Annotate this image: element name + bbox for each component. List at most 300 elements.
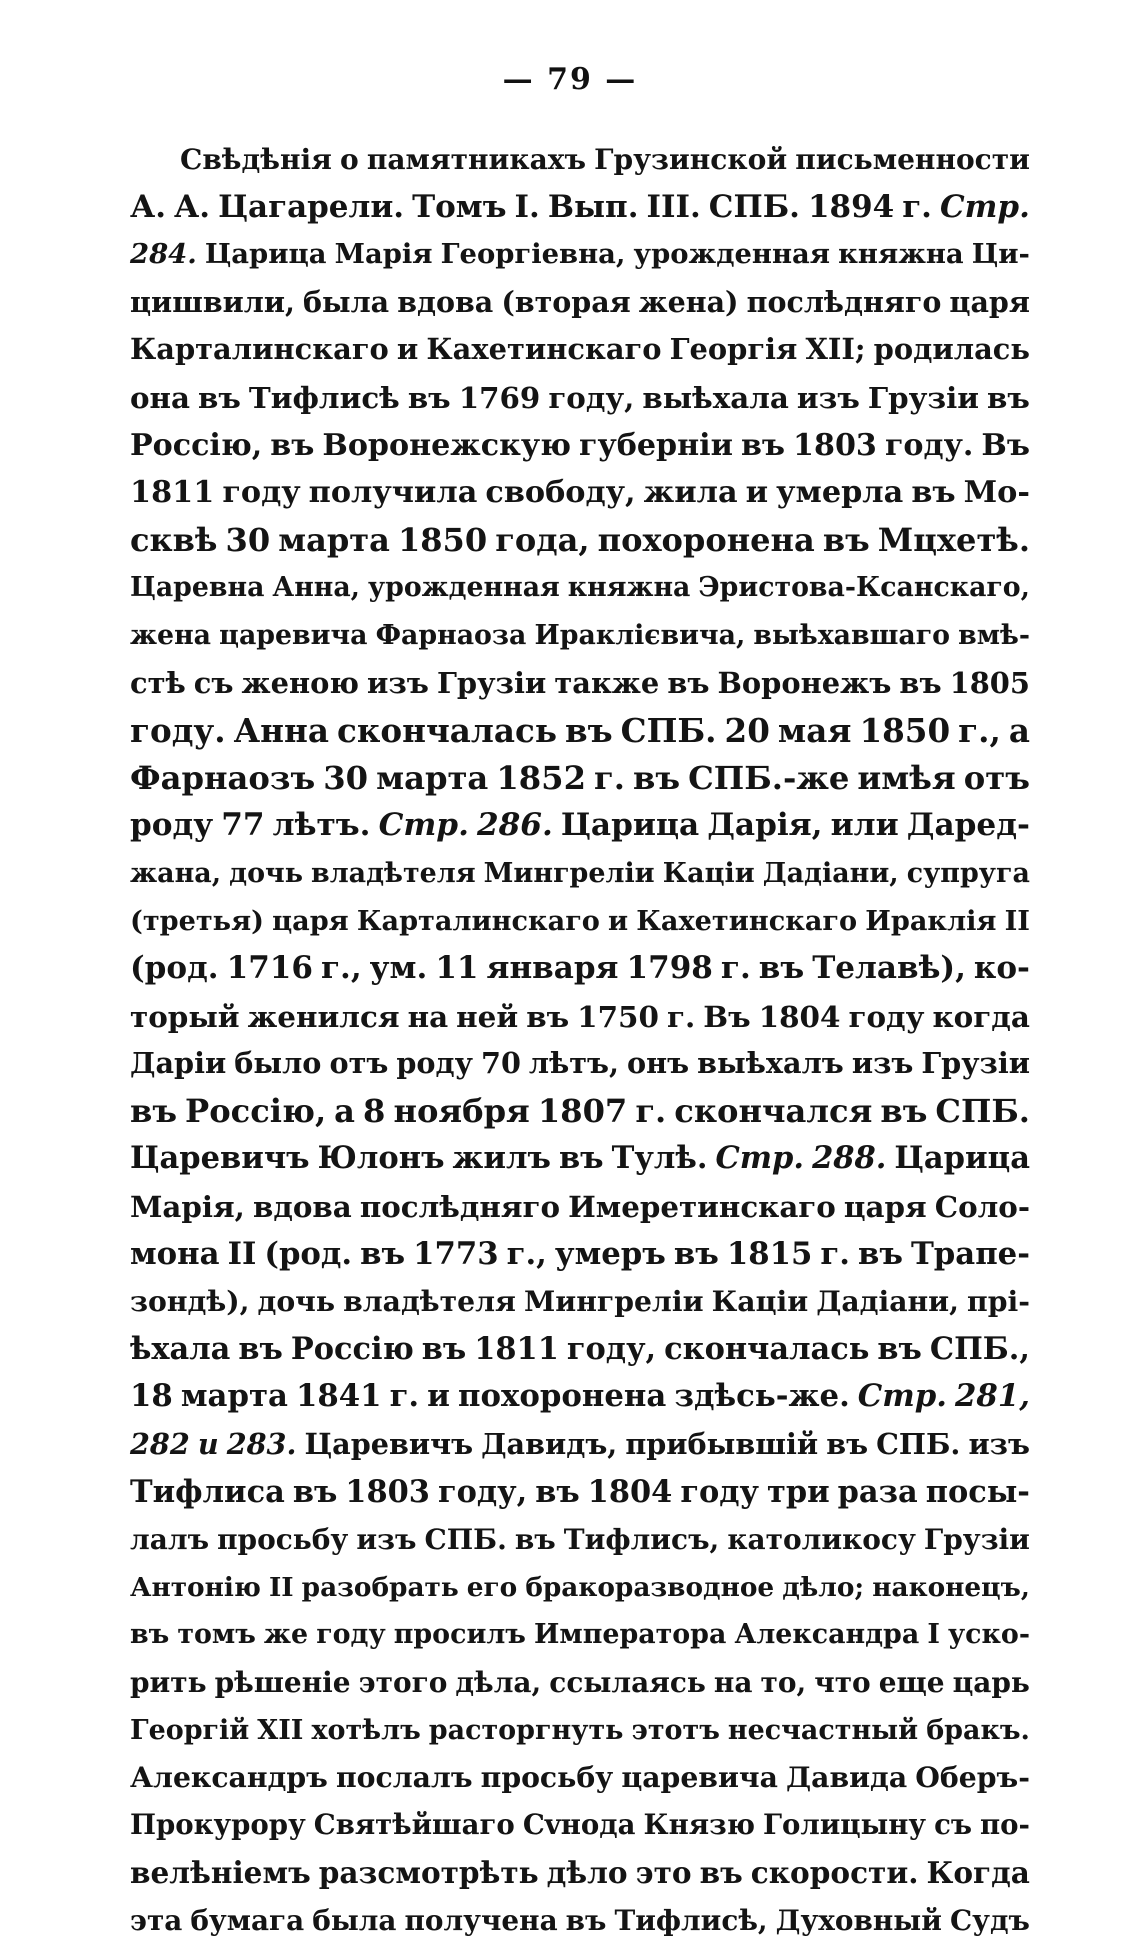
word: рить <box>130 1666 207 1699</box>
word: Тифлиса <box>130 1473 285 1510</box>
word: Каціи <box>711 1284 809 1319</box>
word: мона <box>130 1235 220 1272</box>
word: Антонію <box>130 1571 261 1603</box>
word: онъ <box>627 1046 690 1081</box>
word: вдова <box>252 1189 352 1225</box>
word: мая <box>777 711 852 751</box>
word: 288. <box>812 1140 887 1177</box>
word: 1803 <box>793 427 877 463</box>
word: а <box>1008 711 1030 751</box>
word: въ <box>987 379 1030 415</box>
word: II <box>1004 905 1030 937</box>
text-line <box>130 1231 1030 1279</box>
word: 1804 <box>758 998 841 1034</box>
word: Цагарели. <box>218 188 405 225</box>
text-line <box>130 1183 1030 1231</box>
word: и <box>396 332 419 367</box>
word: въ <box>899 665 942 700</box>
word: изъ <box>851 1046 914 1081</box>
text-line <box>130 1754 1030 1802</box>
word: г., <box>958 711 1001 751</box>
word: 1769 <box>458 379 541 415</box>
word: дѣло <box>546 1855 628 1891</box>
word: томъ <box>177 1619 256 1651</box>
word: въ <box>407 379 451 415</box>
word: царь <box>952 1666 1030 1699</box>
word: зондѣ), <box>130 1284 250 1319</box>
word: Свѣдѣнія <box>180 143 332 176</box>
text-line <box>130 755 1030 803</box>
word: просьбу <box>217 1523 349 1557</box>
word: Царица <box>560 807 700 844</box>
word: письменности <box>795 143 1030 176</box>
word: Ци- <box>971 238 1030 271</box>
text-line <box>130 1469 1030 1517</box>
word: 1841 <box>295 1378 382 1415</box>
word: 1807 <box>537 1091 628 1130</box>
word: когда <box>932 998 1030 1034</box>
word: его <box>466 1571 518 1603</box>
word: г. <box>902 188 932 225</box>
text-line <box>130 1373 1030 1421</box>
word: это <box>635 1855 692 1891</box>
word: владѣтеля <box>343 1284 516 1319</box>
word: Мцхетѣ. <box>877 520 1030 559</box>
word: скончалась <box>664 1330 870 1367</box>
word: г., <box>321 950 362 987</box>
word: Фарнаозъ <box>130 758 316 797</box>
text-line <box>130 1326 1030 1374</box>
text-line <box>130 1897 1030 1945</box>
word: XII; <box>805 332 866 367</box>
word: ко- <box>973 950 1030 987</box>
word: Судъ <box>949 1903 1030 1937</box>
word: Царевна <box>130 572 265 604</box>
word: въ <box>857 1235 903 1272</box>
word: въ <box>130 1091 177 1130</box>
word: наконецъ, <box>872 1571 1030 1603</box>
word: рѣшеніе <box>214 1666 351 1699</box>
word: января <box>486 950 619 987</box>
word: въ <box>911 475 956 511</box>
word: Царица <box>894 1140 1030 1177</box>
word: Георгій <box>130 1714 250 1746</box>
word: бракъ. <box>926 1714 1030 1746</box>
word: 1811 <box>130 475 215 511</box>
word: СПБ. <box>935 1091 1030 1130</box>
word: жена) <box>638 284 739 319</box>
word: Россію, <box>185 1091 327 1130</box>
word: царевича <box>621 1760 778 1795</box>
word: вдова <box>397 284 494 319</box>
word: Александръ <box>130 1760 328 1795</box>
word: съ <box>193 665 234 700</box>
word: Когда <box>926 1855 1030 1891</box>
word: Сvнода <box>522 1808 636 1841</box>
word: 11 <box>435 950 479 987</box>
word: царя <box>843 1189 927 1225</box>
word: женился <box>247 998 400 1034</box>
word: на <box>713 1666 753 1699</box>
text-line <box>130 564 1030 612</box>
word: здѣсь-же. <box>674 1378 850 1415</box>
word: Россію, <box>130 427 263 463</box>
word: Георгіевна, <box>440 238 626 271</box>
word: Мингреліи <box>483 857 655 889</box>
text-line <box>130 326 1030 374</box>
word: Духовный <box>775 1903 942 1937</box>
word: послалъ <box>335 1760 473 1795</box>
word: II <box>268 1571 294 1603</box>
text-line <box>130 136 1030 184</box>
word: году <box>848 998 925 1034</box>
word: дѣла, <box>455 1666 542 1699</box>
word: г. <box>594 758 625 797</box>
word: Стр. <box>715 1140 805 1177</box>
word: въ <box>238 1330 283 1367</box>
text-line <box>130 469 1030 517</box>
word: Даріи <box>130 1046 227 1081</box>
word: СПБ., <box>929 1330 1030 1367</box>
word: три <box>767 1473 830 1510</box>
text-line <box>130 1421 1030 1469</box>
word: цишвили, <box>130 284 295 319</box>
word: въ <box>667 665 710 700</box>
word: хотѣлъ <box>311 1714 421 1746</box>
page-number: — 79 — <box>502 62 638 97</box>
text-line <box>130 898 1030 946</box>
word: А. <box>174 188 211 225</box>
word: была <box>302 284 390 319</box>
word: въ <box>565 1903 607 1937</box>
word: владѣтеля <box>311 857 476 889</box>
word: изъ <box>796 379 860 415</box>
word: году. <box>130 711 226 751</box>
word: Георгія <box>669 332 798 367</box>
word: жила <box>643 475 738 511</box>
word: 281, <box>955 1378 1030 1415</box>
word: въ <box>558 1140 604 1177</box>
word: царевича <box>219 619 368 651</box>
word: уско- <box>947 1619 1030 1651</box>
word: дочь <box>229 857 303 889</box>
word: просьбу <box>480 1760 614 1795</box>
word: несчастный <box>727 1714 919 1746</box>
word: Стр. <box>857 1378 948 1415</box>
text-line <box>130 1040 1030 1088</box>
word: похоронена <box>597 520 815 559</box>
word: Дарія, <box>707 807 823 844</box>
word: и <box>427 1378 450 1415</box>
word: была <box>312 1903 397 1937</box>
word: Голицыну <box>763 1808 927 1841</box>
word: Царевичъ <box>130 1140 310 1177</box>
text-line <box>130 660 1030 708</box>
word: ней <box>456 998 519 1034</box>
word: 1750 <box>577 998 659 1034</box>
word: умеръ <box>554 1235 666 1272</box>
word: Оберъ- <box>915 1760 1030 1795</box>
word: 1815 <box>726 1235 813 1272</box>
word: 18 <box>130 1378 173 1415</box>
word: Марія, <box>130 1189 245 1225</box>
word: по- <box>980 1808 1030 1841</box>
word: въ <box>758 950 805 987</box>
text-line <box>130 802 1030 850</box>
body-text <box>130 136 1030 1945</box>
word: году, <box>548 379 635 415</box>
word: Стр. <box>940 188 1030 225</box>
word: Грузіи <box>921 1046 1030 1081</box>
text-line <box>130 850 1030 898</box>
word: Святѣйшаго <box>313 1808 515 1841</box>
word: въ <box>421 1330 467 1367</box>
text-line <box>130 993 1030 1041</box>
word: Прокурору <box>130 1808 306 1841</box>
word: же <box>263 1619 309 1651</box>
word: или <box>830 807 899 844</box>
word: царя <box>949 284 1030 319</box>
word: разобрать <box>301 1571 459 1603</box>
word: Давидъ, <box>481 1427 618 1462</box>
text-line <box>130 231 1030 279</box>
word: памятникахъ <box>366 143 586 176</box>
word: 70 <box>481 1046 521 1081</box>
word: ноября <box>393 1091 530 1130</box>
word: (род. <box>264 1235 353 1272</box>
word: 1852 <box>496 758 586 797</box>
word: 1716 <box>226 950 313 987</box>
word: Анна, <box>272 572 360 604</box>
word: свободу, <box>485 475 636 511</box>
word: СПБ. <box>424 1523 507 1557</box>
word: марта <box>180 1378 288 1415</box>
word: получена <box>404 1903 558 1937</box>
word: Князю <box>643 1808 755 1841</box>
word: Каціи <box>662 857 755 889</box>
word: Кахетинскаго <box>636 905 858 937</box>
word: III. <box>646 188 701 225</box>
word: расторгнуть <box>428 1714 624 1746</box>
word: роду <box>130 807 214 844</box>
word: Соло- <box>934 1189 1030 1225</box>
word: Ираклія <box>865 905 997 937</box>
word: Ираклієвича, <box>534 619 746 651</box>
text-line <box>130 945 1030 993</box>
word: Воронежскую <box>322 427 571 463</box>
text-line <box>130 612 1030 660</box>
word: въ <box>740 427 786 463</box>
word: получила <box>308 475 478 511</box>
word: въ <box>535 1473 580 1510</box>
word: 1850 <box>859 711 951 751</box>
word: княжна <box>838 238 964 271</box>
word: Даред- <box>906 807 1030 844</box>
word: Томъ <box>412 188 507 225</box>
word: въ <box>360 1235 406 1272</box>
word: году <box>680 1473 759 1510</box>
text-line <box>130 1802 1030 1850</box>
word: Стр. <box>378 807 469 844</box>
word: ѣхала <box>130 1330 231 1367</box>
word: урожденная <box>633 238 831 271</box>
word: въ <box>130 1619 170 1651</box>
word: изъ <box>356 1523 417 1557</box>
text-line <box>130 1516 1030 1564</box>
word: Карталинскаго <box>356 905 600 937</box>
word: въ <box>877 1330 922 1367</box>
word: г., <box>506 1235 547 1272</box>
word: года, <box>495 520 590 559</box>
word: торый <box>130 998 240 1034</box>
word: (вторая <box>501 284 631 319</box>
word: 20 <box>724 711 770 751</box>
word: было <box>234 1046 322 1081</box>
word: въ <box>673 1235 719 1272</box>
word: еще <box>878 1666 945 1699</box>
word: о <box>339 143 359 176</box>
word: Воронежъ <box>717 665 892 700</box>
word: католикосу <box>727 1523 916 1557</box>
word: 286. <box>476 807 553 844</box>
word: (третья) <box>130 905 264 937</box>
word: дѣло; <box>782 1571 865 1603</box>
text-line <box>130 1707 1030 1755</box>
word: Фарнаоза <box>375 619 527 651</box>
word: Россію <box>290 1330 414 1367</box>
word: 283. <box>226 1427 297 1462</box>
word: губерніи <box>579 427 733 463</box>
word: Тулѣ. <box>611 1140 708 1177</box>
word: (род. <box>130 950 219 987</box>
word: марта <box>278 520 390 559</box>
word: въ <box>880 1091 928 1130</box>
word: Въ <box>981 427 1030 463</box>
word: похоронена <box>457 1378 667 1415</box>
word: въ <box>292 1473 338 1510</box>
word: I <box>927 1619 940 1651</box>
word: Марія <box>334 238 433 271</box>
word: году. <box>884 427 974 463</box>
word: СПБ. <box>620 711 717 751</box>
word: Грузіи <box>923 1523 1030 1557</box>
word: прі- <box>967 1284 1030 1319</box>
text-line <box>130 422 1030 470</box>
word: Трапе- <box>910 1235 1030 1272</box>
word: съ <box>934 1808 972 1841</box>
word: жилъ <box>452 1140 551 1177</box>
text-line <box>130 1659 1030 1707</box>
word: Тифлисѣ, <box>614 1903 768 1937</box>
word: 1894 <box>807 188 895 225</box>
word: лѣтъ, <box>528 1046 619 1081</box>
word: велѣніемъ <box>130 1855 311 1891</box>
word: Анна <box>233 711 329 751</box>
word: эта <box>130 1903 183 1937</box>
word: отъ <box>963 758 1030 797</box>
word: послѣдняго <box>359 1189 561 1225</box>
text-line <box>130 184 1030 232</box>
word: царя <box>272 905 349 937</box>
word: 1805 <box>949 665 1030 700</box>
text-line <box>130 1135 1030 1183</box>
word: выѣхала <box>642 379 789 415</box>
word: изъ <box>968 1427 1030 1462</box>
word: выѣхалъ <box>697 1046 844 1081</box>
word: 1803 <box>345 1473 430 1510</box>
word: Дадіани, <box>816 1284 959 1319</box>
word: въ <box>822 520 870 559</box>
word: въ <box>826 1427 869 1462</box>
word: сквѣ <box>130 520 218 559</box>
text-line <box>130 1564 1030 1612</box>
text-line <box>130 374 1030 422</box>
word: и <box>608 905 629 937</box>
word: 1811 <box>474 1330 559 1367</box>
word: 282 <box>130 1427 190 1462</box>
word: г. <box>389 1378 420 1415</box>
word: лалъ <box>130 1523 210 1557</box>
word: Царица <box>204 238 327 271</box>
word: Мингреліи <box>523 1284 704 1319</box>
word: изъ <box>366 665 429 700</box>
word: разсмотрѣть <box>318 1855 539 1891</box>
word: 1804 <box>587 1473 673 1510</box>
text-line <box>130 1611 1030 1659</box>
word: СПБ. <box>708 188 800 225</box>
word: въ <box>633 758 681 797</box>
text-line <box>130 707 1030 755</box>
word: просилъ <box>393 1619 526 1651</box>
word: бумага <box>190 1903 305 1937</box>
word: г. <box>635 1091 667 1130</box>
word: дочь <box>257 1284 336 1319</box>
word: Эристова-Ксанскаго, <box>698 572 1030 604</box>
word: посы- <box>925 1473 1030 1510</box>
word: бракоразводное <box>525 1571 775 1603</box>
word: Александра <box>734 1619 920 1651</box>
text-line <box>130 517 1030 565</box>
word: умерла <box>776 475 904 511</box>
word: Грузіи <box>436 665 547 700</box>
word: году <box>222 475 301 511</box>
word: въ <box>198 379 241 415</box>
word: Карталинскаго <box>130 332 389 367</box>
word: женою <box>241 665 359 700</box>
word: Вып. <box>547 188 639 225</box>
word: 30 <box>323 758 369 797</box>
word: Въ <box>703 998 751 1034</box>
word: въ <box>514 1523 556 1557</box>
word: и <box>745 475 769 511</box>
word: Телавѣ), <box>812 950 966 987</box>
word: супруга <box>906 857 1030 889</box>
word: вмѣ- <box>958 619 1030 651</box>
word: роду <box>396 1046 473 1081</box>
word: жана, <box>130 857 222 889</box>
word: марта <box>376 758 489 797</box>
word: Мо- <box>963 475 1030 511</box>
word: имѣя <box>857 758 956 797</box>
word: стѣ <box>130 665 186 700</box>
word: послѣдняго <box>746 284 942 319</box>
word: Грузинской <box>594 143 788 176</box>
word: въ <box>526 998 570 1034</box>
word: Дадіани, <box>762 857 899 889</box>
word: Грузіи <box>867 379 979 415</box>
word: 284. <box>130 238 197 271</box>
word: году, <box>566 1330 657 1367</box>
